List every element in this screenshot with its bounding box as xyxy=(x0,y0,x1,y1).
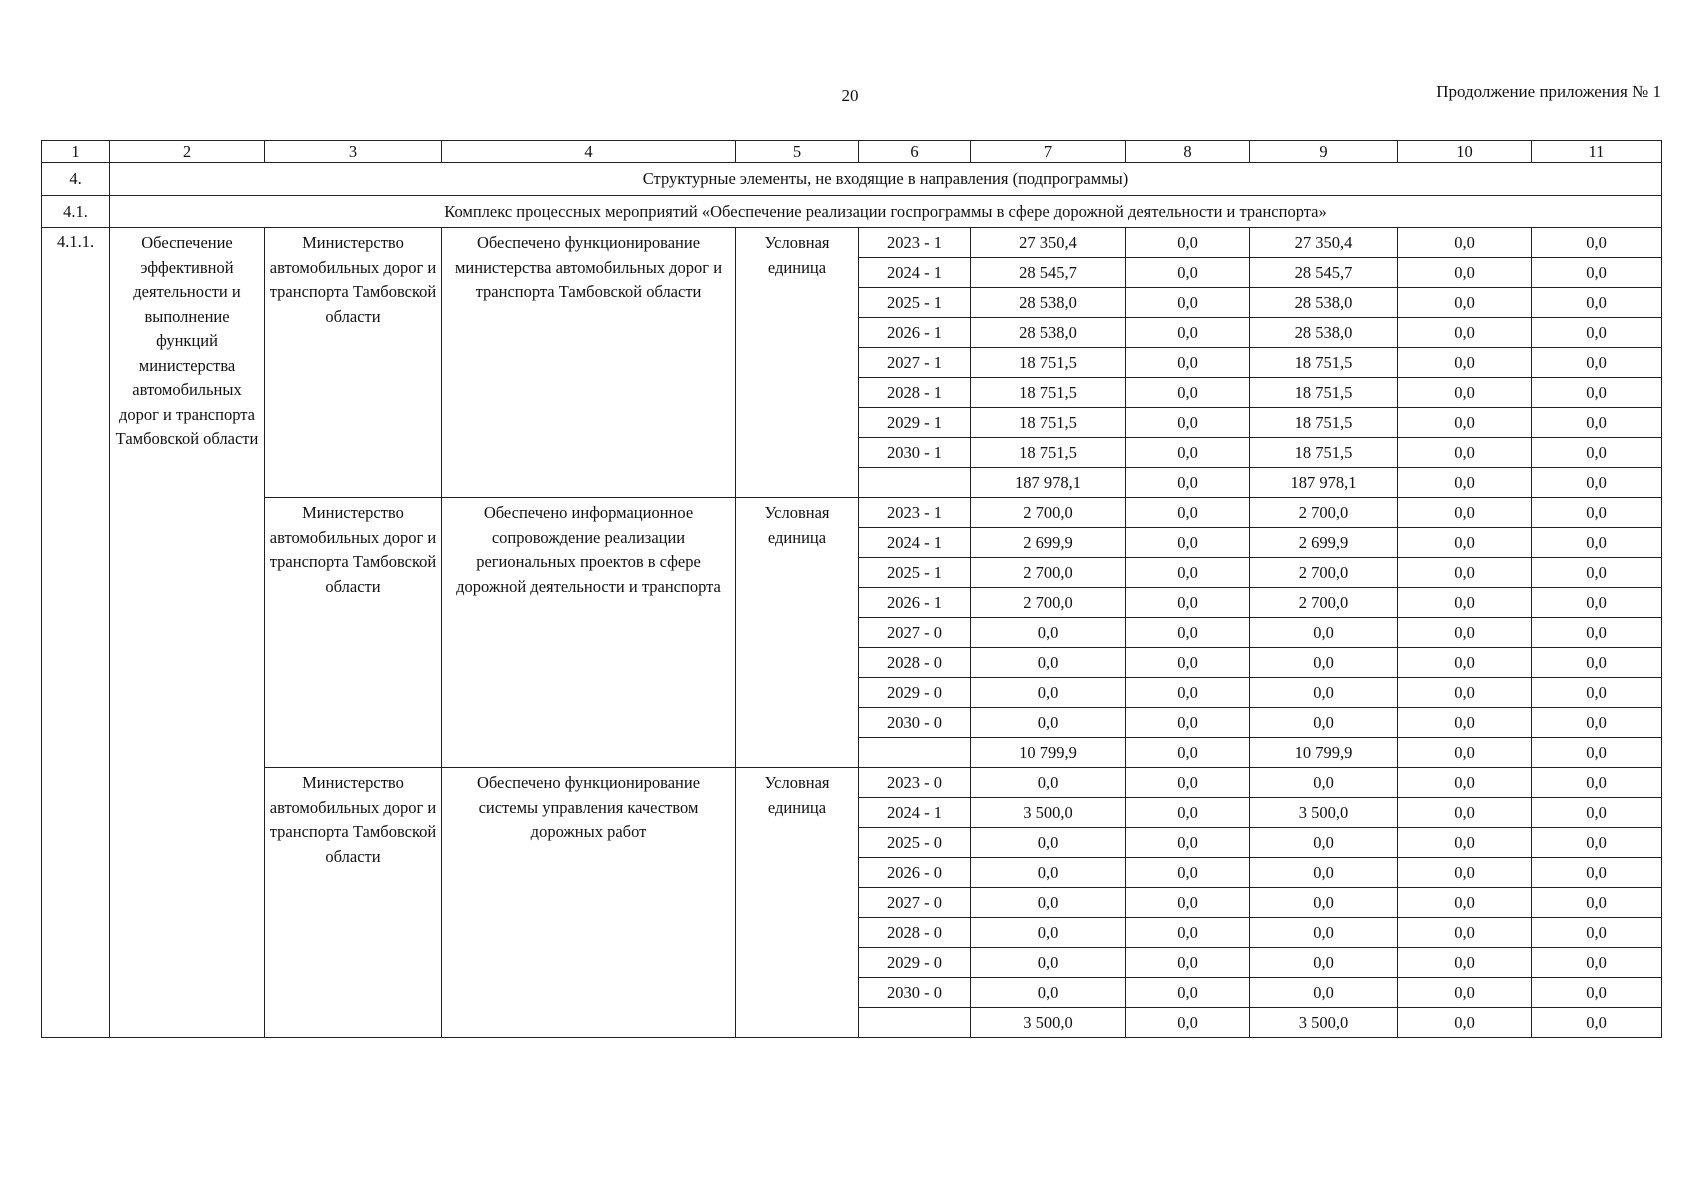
total-cell: 0,0 xyxy=(971,948,1126,978)
regional-cell: 2 700,0 xyxy=(1250,558,1398,588)
year-value-cell: 2027 - 1 xyxy=(859,348,971,378)
total-cell: 18 751,5 xyxy=(971,378,1126,408)
local-cell: 0,0 xyxy=(1398,498,1532,528)
year-value-cell: 2030 - 1 xyxy=(859,438,971,468)
other-cell: 0,0 xyxy=(1532,498,1662,528)
year-value-cell: 2028 - 0 xyxy=(859,648,971,678)
unit-cell: Условная единица xyxy=(736,768,859,1038)
regional-cell: 27 350,4 xyxy=(1250,228,1398,258)
other-cell: 0,0 xyxy=(1532,348,1662,378)
subsection-code: 4.1. xyxy=(42,196,110,228)
federal-cell: 0,0 xyxy=(1126,258,1250,288)
other-cell: 0,0 xyxy=(1532,828,1662,858)
year-value-cell: 2028 - 0 xyxy=(859,918,971,948)
regional-cell: 0,0 xyxy=(1250,978,1398,1008)
regional-cell: 3 500,0 xyxy=(1250,798,1398,828)
other-cell: 0,0 xyxy=(1532,888,1662,918)
regional-cell: 18 751,5 xyxy=(1250,378,1398,408)
column-number: 10 xyxy=(1398,141,1532,163)
year-value-cell: 2025 - 1 xyxy=(859,288,971,318)
column-number: 3 xyxy=(265,141,442,163)
year-value-cell: 2024 - 1 xyxy=(859,528,971,558)
other-cell: 0,0 xyxy=(1532,978,1662,1008)
column-number: 9 xyxy=(1250,141,1398,163)
total-cell: 2 700,0 xyxy=(971,498,1126,528)
total-cell: 0,0 xyxy=(971,888,1126,918)
federal-cell: 0,0 xyxy=(1126,708,1250,738)
subsection-row xyxy=(42,196,1662,228)
federal-cell: 0,0 xyxy=(1126,858,1250,888)
column-number: 7 xyxy=(971,141,1126,163)
year-value-cell: 2029 - 1 xyxy=(859,408,971,438)
federal-cell: 0,0 xyxy=(1126,738,1250,768)
table-row xyxy=(42,498,1662,528)
federal-cell: 0,0 xyxy=(1126,978,1250,1008)
federal-cell: 0,0 xyxy=(1126,528,1250,558)
other-cell: 0,0 xyxy=(1532,378,1662,408)
other-cell: 0,0 xyxy=(1532,438,1662,468)
column-number: 5 xyxy=(736,141,859,163)
year-value-cell: 2025 - 0 xyxy=(859,828,971,858)
year-value-cell: 2026 - 1 xyxy=(859,318,971,348)
federal-cell: 0,0 xyxy=(1126,318,1250,348)
federal-cell: 0,0 xyxy=(1126,378,1250,408)
regional-cell: 0,0 xyxy=(1250,828,1398,858)
total-cell: 2 699,9 xyxy=(971,528,1126,558)
local-cell: 0,0 xyxy=(1398,858,1532,888)
federal-cell: 0,0 xyxy=(1126,1008,1250,1038)
column-number-row xyxy=(42,141,1662,163)
regional-cell: 10 799,9 xyxy=(1250,738,1398,768)
total-cell: 0,0 xyxy=(971,708,1126,738)
regional-cell: 18 751,5 xyxy=(1250,408,1398,438)
total-cell: 0,0 xyxy=(971,648,1126,678)
federal-cell: 0,0 xyxy=(1126,438,1250,468)
year-value-cell xyxy=(859,468,971,498)
other-cell: 0,0 xyxy=(1532,768,1662,798)
regional-cell: 0,0 xyxy=(1250,918,1398,948)
regional-cell: 28 538,0 xyxy=(1250,318,1398,348)
year-value-cell: 2030 - 0 xyxy=(859,978,971,1008)
regional-cell: 2 700,0 xyxy=(1250,498,1398,528)
regional-cell: 0,0 xyxy=(1250,648,1398,678)
regional-cell: 2 699,9 xyxy=(1250,528,1398,558)
column-number: 11 xyxy=(1532,141,1662,163)
year-value-cell: 2024 - 1 xyxy=(859,258,971,288)
other-cell: 0,0 xyxy=(1532,678,1662,708)
other-cell: 0,0 xyxy=(1532,618,1662,648)
local-cell: 0,0 xyxy=(1398,468,1532,498)
federal-cell: 0,0 xyxy=(1126,588,1250,618)
other-cell: 0,0 xyxy=(1532,528,1662,558)
other-cell: 0,0 xyxy=(1532,648,1662,678)
regional-cell: 0,0 xyxy=(1250,708,1398,738)
unit-cell: Условная единица xyxy=(736,498,859,768)
federal-cell: 0,0 xyxy=(1126,348,1250,378)
federal-cell: 0,0 xyxy=(1126,408,1250,438)
item-name: Обеспечение эффективной деятельности и выполнение функций министерства автомобильных дорог и транспорта Тамбовской области xyxy=(110,228,265,1038)
year-value-cell: 2027 - 0 xyxy=(859,888,971,918)
local-cell: 0,0 xyxy=(1398,768,1532,798)
total-cell: 0,0 xyxy=(971,828,1126,858)
total-cell: 3 500,0 xyxy=(971,1008,1126,1038)
year-value-cell: 2030 - 0 xyxy=(859,708,971,738)
continuation-note: Продолжение приложения № 1 xyxy=(1436,82,1661,101)
table-row xyxy=(42,228,1662,258)
local-cell: 0,0 xyxy=(1398,558,1532,588)
year-value-cell xyxy=(859,738,971,768)
regional-cell: 18 751,5 xyxy=(1250,348,1398,378)
federal-cell: 0,0 xyxy=(1126,288,1250,318)
total-cell: 0,0 xyxy=(971,978,1126,1008)
program-table xyxy=(41,140,1662,1038)
federal-cell: 0,0 xyxy=(1126,648,1250,678)
local-cell: 0,0 xyxy=(1398,978,1532,1008)
other-cell: 0,0 xyxy=(1532,858,1662,888)
local-cell: 0,0 xyxy=(1398,408,1532,438)
other-cell: 0,0 xyxy=(1532,588,1662,618)
total-cell: 28 538,0 xyxy=(971,318,1126,348)
subsection-title: Комплекс процессных мероприятий «Обеспечение реализации госпрограммы в сфере дорожной деятельности и транспорта» xyxy=(110,196,1662,228)
year-value-cell xyxy=(859,1008,971,1038)
other-cell: 0,0 xyxy=(1532,318,1662,348)
column-number: 2 xyxy=(110,141,265,163)
total-cell: 18 751,5 xyxy=(971,348,1126,378)
regional-cell: 2 700,0 xyxy=(1250,588,1398,618)
local-cell: 0,0 xyxy=(1398,438,1532,468)
local-cell: 0,0 xyxy=(1398,888,1532,918)
local-cell: 0,0 xyxy=(1398,228,1532,258)
local-cell: 0,0 xyxy=(1398,738,1532,768)
total-cell: 0,0 xyxy=(971,768,1126,798)
local-cell: 0,0 xyxy=(1398,588,1532,618)
year-value-cell: 2023 - 1 xyxy=(859,498,971,528)
result-cell: Обеспечено функционирование министерства автомобильных дорог и транспорта Тамбовской области xyxy=(442,228,736,498)
other-cell: 0,0 xyxy=(1532,948,1662,978)
column-number: 4 xyxy=(442,141,736,163)
regional-cell: 0,0 xyxy=(1250,768,1398,798)
other-cell: 0,0 xyxy=(1532,558,1662,588)
local-cell: 0,0 xyxy=(1398,948,1532,978)
table-row xyxy=(42,768,1662,798)
regional-cell: 0,0 xyxy=(1250,678,1398,708)
total-cell: 0,0 xyxy=(971,678,1126,708)
result-cell: Обеспечено функционирование системы управления качеством дорожных работ xyxy=(442,768,736,1038)
regional-cell: 0,0 xyxy=(1250,888,1398,918)
regional-cell: 0,0 xyxy=(1250,948,1398,978)
federal-cell: 0,0 xyxy=(1126,798,1250,828)
section-code: 4. xyxy=(42,163,110,196)
federal-cell: 0,0 xyxy=(1126,678,1250,708)
total-cell: 0,0 xyxy=(971,618,1126,648)
executor-cell: Министерство автомобильных дорог и транспорта Тамбовской области xyxy=(265,228,442,498)
executor-cell: Министерство автомобильных дорог и транспорта Тамбовской области xyxy=(265,498,442,768)
local-cell: 0,0 xyxy=(1398,258,1532,288)
section-row xyxy=(42,163,1662,196)
federal-cell: 0,0 xyxy=(1126,468,1250,498)
regional-cell: 28 545,7 xyxy=(1250,258,1398,288)
local-cell: 0,0 xyxy=(1398,378,1532,408)
regional-cell: 18 751,5 xyxy=(1250,438,1398,468)
regional-cell: 0,0 xyxy=(1250,858,1398,888)
other-cell: 0,0 xyxy=(1532,288,1662,318)
total-cell: 28 545,7 xyxy=(971,258,1126,288)
column-number: 1 xyxy=(42,141,110,163)
local-cell: 0,0 xyxy=(1398,918,1532,948)
other-cell: 0,0 xyxy=(1532,408,1662,438)
federal-cell: 0,0 xyxy=(1126,918,1250,948)
other-cell: 0,0 xyxy=(1532,738,1662,768)
other-cell: 0,0 xyxy=(1532,798,1662,828)
total-cell: 18 751,5 xyxy=(971,438,1126,468)
local-cell: 0,0 xyxy=(1398,828,1532,858)
result-cell: Обеспечено информационное сопровождение реализации региональных проектов в сфере дорожной деятельности и транспорта xyxy=(442,498,736,768)
column-number: 8 xyxy=(1126,141,1250,163)
other-cell: 0,0 xyxy=(1532,708,1662,738)
federal-cell: 0,0 xyxy=(1126,618,1250,648)
federal-cell: 0,0 xyxy=(1126,498,1250,528)
local-cell: 0,0 xyxy=(1398,348,1532,378)
local-cell: 0,0 xyxy=(1398,618,1532,648)
other-cell: 0,0 xyxy=(1532,1008,1662,1038)
year-value-cell: 2027 - 0 xyxy=(859,618,971,648)
federal-cell: 0,0 xyxy=(1126,228,1250,258)
local-cell: 0,0 xyxy=(1398,708,1532,738)
federal-cell: 0,0 xyxy=(1126,888,1250,918)
regional-cell: 0,0 xyxy=(1250,618,1398,648)
other-cell: 0,0 xyxy=(1532,468,1662,498)
year-value-cell: 2024 - 1 xyxy=(859,798,971,828)
total-cell: 187 978,1 xyxy=(971,468,1126,498)
total-cell: 10 799,9 xyxy=(971,738,1126,768)
executor-cell: Министерство автомобильных дорог и транспорта Тамбовской области xyxy=(265,768,442,1038)
year-value-cell: 2026 - 0 xyxy=(859,858,971,888)
regional-cell: 28 538,0 xyxy=(1250,288,1398,318)
other-cell: 0,0 xyxy=(1532,258,1662,288)
federal-cell: 0,0 xyxy=(1126,768,1250,798)
total-cell: 0,0 xyxy=(971,918,1126,948)
total-cell: 0,0 xyxy=(971,858,1126,888)
federal-cell: 0,0 xyxy=(1126,828,1250,858)
other-cell: 0,0 xyxy=(1532,918,1662,948)
regional-cell: 187 978,1 xyxy=(1250,468,1398,498)
local-cell: 0,0 xyxy=(1398,528,1532,558)
local-cell: 0,0 xyxy=(1398,648,1532,678)
total-cell: 2 700,0 xyxy=(971,588,1126,618)
local-cell: 0,0 xyxy=(1398,1008,1532,1038)
total-cell: 3 500,0 xyxy=(971,798,1126,828)
total-cell: 18 751,5 xyxy=(971,408,1126,438)
total-cell: 27 350,4 xyxy=(971,228,1126,258)
page-number: 20 xyxy=(841,86,859,105)
federal-cell: 0,0 xyxy=(1126,558,1250,588)
local-cell: 0,0 xyxy=(1398,288,1532,318)
column-number: 6 xyxy=(859,141,971,163)
year-value-cell: 2029 - 0 xyxy=(859,948,971,978)
item-code: 4.1.1. xyxy=(42,228,110,1038)
total-cell: 2 700,0 xyxy=(971,558,1126,588)
regional-cell: 3 500,0 xyxy=(1250,1008,1398,1038)
year-value-cell: 2023 - 0 xyxy=(859,768,971,798)
local-cell: 0,0 xyxy=(1398,798,1532,828)
other-cell: 0,0 xyxy=(1532,228,1662,258)
local-cell: 0,0 xyxy=(1398,318,1532,348)
unit-cell: Условная единица xyxy=(736,228,859,498)
federal-cell: 0,0 xyxy=(1126,948,1250,978)
local-cell: 0,0 xyxy=(1398,678,1532,708)
section-title: Структурные элементы, не входящие в направления (подпрограммы) xyxy=(110,163,1662,196)
total-cell: 28 538,0 xyxy=(971,288,1126,318)
year-value-cell: 2029 - 0 xyxy=(859,678,971,708)
year-value-cell: 2023 - 1 xyxy=(859,228,971,258)
year-value-cell: 2026 - 1 xyxy=(859,588,971,618)
year-value-cell: 2025 - 1 xyxy=(859,558,971,588)
year-value-cell: 2028 - 1 xyxy=(859,378,971,408)
